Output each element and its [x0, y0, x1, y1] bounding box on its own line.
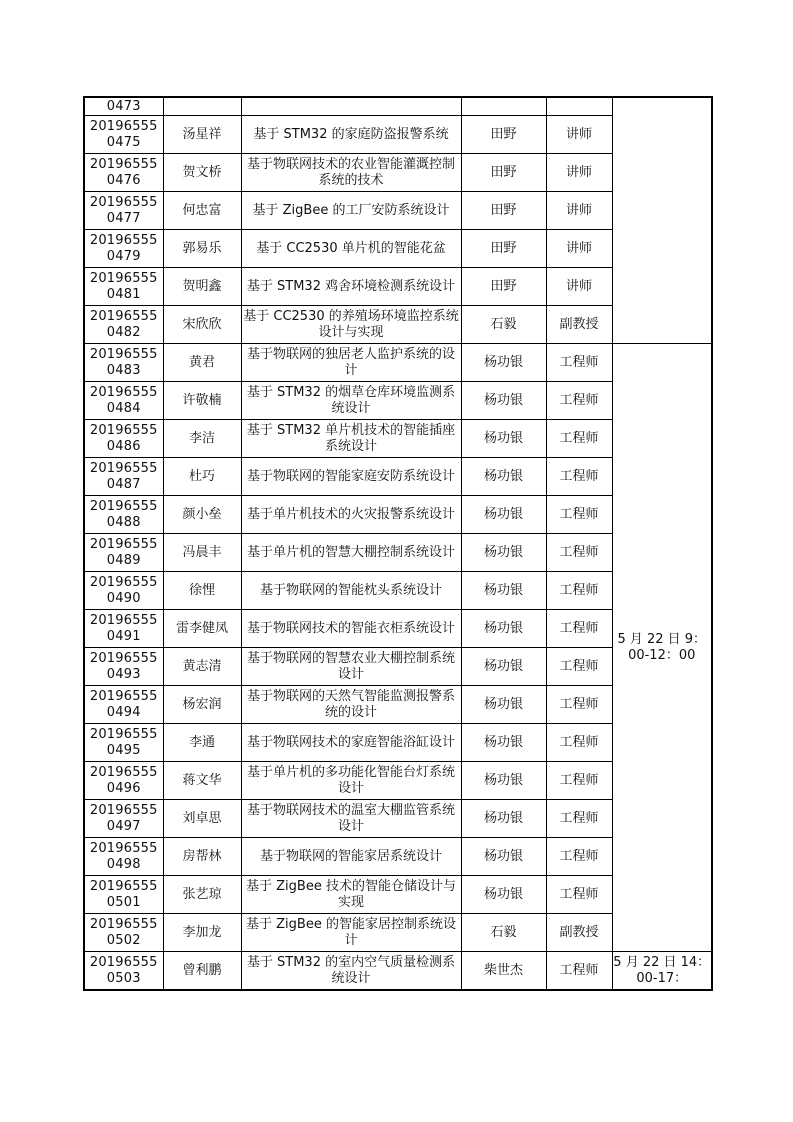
thesis-topic-cell: 基于物联网的天然气智能监测报警系统的设计: [241, 686, 461, 724]
advisor-cell: 田野: [461, 154, 546, 192]
advisor-cell: 杨功银: [461, 610, 546, 648]
defense-time-cell: 5 月 22 日 14：00-17：: [612, 952, 712, 991]
student-name-cell: 杨宏润: [163, 686, 241, 724]
student-id-cell: 20196555 0482: [84, 306, 163, 344]
student-name-cell: 刘卓思: [163, 800, 241, 838]
student-id-cell: 20196555 0488: [84, 496, 163, 534]
defense-schedule-table: [83, 96, 713, 991]
advisor-title-cell: 讲师: [546, 230, 612, 268]
advisor-title-cell: 工程师: [546, 686, 612, 724]
thesis-topic-cell: 基于 CC2530 单片机的智能花盆: [241, 230, 461, 268]
advisor-cell: 柴世杰: [461, 952, 546, 991]
student-name-cell: 郭易乐: [163, 230, 241, 268]
student-name-cell: 宋欣欣: [163, 306, 241, 344]
student-id-cell: 20196555 0495: [84, 724, 163, 762]
student-id-cell: 20196555 0497: [84, 800, 163, 838]
advisor-title-cell: 工程师: [546, 382, 612, 420]
table-row: [84, 344, 712, 382]
student-name-cell: 杜巧: [163, 458, 241, 496]
thesis-topic-cell: 基于 STM32 的烟草仓库环境监测系统设计: [241, 382, 461, 420]
advisor-cell: [461, 97, 546, 116]
student-id-cell: 20196555 0493: [84, 648, 163, 686]
table-body: [84, 97, 712, 990]
advisor-cell: 田野: [461, 192, 546, 230]
student-id-cell: 20196555 0483: [84, 344, 163, 382]
student-id-cell: 20196555 0490: [84, 572, 163, 610]
student-id-cell: 20196555 0477: [84, 192, 163, 230]
advisor-cell: 杨功银: [461, 572, 546, 610]
advisor-title-cell: 讲师: [546, 192, 612, 230]
student-name-cell: 贺文桥: [163, 154, 241, 192]
thesis-topic-cell: 基于 STM32 的室内空气质量检测系统设计: [241, 952, 461, 991]
table-row: [84, 97, 712, 116]
thesis-topic-cell: 基于物联网技术的温室大棚监管系统设计: [241, 800, 461, 838]
thesis-topic-cell: 基于 CC2530 的养殖场环境监控系统设计与实现: [241, 306, 461, 344]
thesis-topic-cell: [241, 97, 461, 116]
thesis-topic-cell: 基于物联网的智慧农业大棚控制系统设计: [241, 648, 461, 686]
advisor-title-cell: 工程师: [546, 610, 612, 648]
student-id-cell: 20196555 0498: [84, 838, 163, 876]
advisor-title-cell: 工程师: [546, 762, 612, 800]
advisor-cell: 杨功银: [461, 724, 546, 762]
advisor-title-cell: 工程师: [546, 572, 612, 610]
thesis-topic-cell: 基于 STM32 鸡舍环境检测系统设计: [241, 268, 461, 306]
table-row: [84, 952, 712, 991]
student-name-cell: [163, 97, 241, 116]
student-name-cell: 汤星祥: [163, 116, 241, 154]
advisor-cell: 田野: [461, 268, 546, 306]
thesis-topic-cell: 基于 STM32 的家庭防盗报警系统: [241, 116, 461, 154]
student-name-cell: 贺明鑫: [163, 268, 241, 306]
thesis-topic-cell: 基于物联网的智能枕头系统设计: [241, 572, 461, 610]
student-id-cell: 20196555 0503: [84, 952, 163, 991]
advisor-cell: 杨功银: [461, 838, 546, 876]
advisor-title-cell: 副教授: [546, 306, 612, 344]
advisor-cell: 杨功银: [461, 534, 546, 572]
student-id-cell: 20196555 0481: [84, 268, 163, 306]
thesis-topic-cell: 基于物联网的智能家庭安防系统设计: [241, 458, 461, 496]
advisor-cell: 杨功银: [461, 420, 546, 458]
student-name-cell: 黄志清: [163, 648, 241, 686]
thesis-topic-cell: 基于物联网的独居老人监护系统的设计: [241, 344, 461, 382]
advisor-cell: 杨功银: [461, 648, 546, 686]
advisor-cell: 杨功银: [461, 344, 546, 382]
advisor-cell: 田野: [461, 230, 546, 268]
advisor-cell: 杨功银: [461, 458, 546, 496]
thesis-topic-cell: 基于单片机的多功能化智能台灯系统设计: [241, 762, 461, 800]
thesis-topic-cell: 基于 STM32 单片机技术的智能插座系统设计: [241, 420, 461, 458]
advisor-title-cell: 工程师: [546, 648, 612, 686]
advisor-cell: 石毅: [461, 914, 546, 952]
thesis-topic-cell: 基于物联网技术的智能衣柜系统设计: [241, 610, 461, 648]
advisor-title-cell: 工程师: [546, 344, 612, 382]
student-name-cell: 李洁: [163, 420, 241, 458]
thesis-topic-cell: 基于 ZigBee 的工厂安防系统设计: [241, 192, 461, 230]
student-id-cell: 20196555 0502: [84, 914, 163, 952]
student-id-cell: 20196555 0476: [84, 154, 163, 192]
student-name-cell: 曾利鹏: [163, 952, 241, 991]
student-name-cell: 许敬楠: [163, 382, 241, 420]
student-name-cell: 张艺琼: [163, 876, 241, 914]
student-id-cell: 20196555 0484: [84, 382, 163, 420]
advisor-title-cell: 工程师: [546, 458, 612, 496]
advisor-title-cell: 工程师: [546, 496, 612, 534]
advisor-title-cell: 工程师: [546, 838, 612, 876]
student-id-cell: 20196555 0475: [84, 116, 163, 154]
student-name-cell: 雷李健凤: [163, 610, 241, 648]
student-name-cell: 李加龙: [163, 914, 241, 952]
advisor-title-cell: 工程师: [546, 800, 612, 838]
thesis-topic-cell: 基于 ZigBee 技术的智能仓储设计与实现: [241, 876, 461, 914]
thesis-topic-cell: 基于单片机技术的火灾报警系统设计: [241, 496, 461, 534]
student-id-cell: 20196555 0486: [84, 420, 163, 458]
advisor-title-cell: 副教授: [546, 914, 612, 952]
student-id-cell: 20196555 0479: [84, 230, 163, 268]
defense-time-cell: [612, 97, 712, 344]
thesis-topic-cell: 基于物联网技术的农业智能灌溉控制系统的技术: [241, 154, 461, 192]
advisor-title-cell: 工程师: [546, 420, 612, 458]
student-name-cell: 颜小垒: [163, 496, 241, 534]
student-name-cell: 何忠富: [163, 192, 241, 230]
advisor-title-cell: 工程师: [546, 534, 612, 572]
thesis-topic-cell: 基于单片机的智慧大棚控制系统设计: [241, 534, 461, 572]
advisor-title-cell: 讲师: [546, 268, 612, 306]
student-id-cell: 20196555 0489: [84, 534, 163, 572]
thesis-topic-cell: 基于物联网的智能家居系统设计: [241, 838, 461, 876]
advisor-cell: 杨功银: [461, 686, 546, 724]
advisor-title-cell: 讲师: [546, 116, 612, 154]
advisor-cell: 杨功银: [461, 762, 546, 800]
student-name-cell: 蒋文华: [163, 762, 241, 800]
advisor-title-cell: 讲师: [546, 154, 612, 192]
student-name-cell: 冯晨丰: [163, 534, 241, 572]
thesis-topic-cell: 基于物联网技术的家庭智能浴缸设计: [241, 724, 461, 762]
student-name-cell: 房帮林: [163, 838, 241, 876]
advisor-title-cell: 工程师: [546, 876, 612, 914]
student-id-cell: 20196555 0501: [84, 876, 163, 914]
student-name-cell: 徐悝: [163, 572, 241, 610]
thesis-topic-cell: 基于 ZigBee 的智能家居控制系统设计: [241, 914, 461, 952]
advisor-cell: 石毅: [461, 306, 546, 344]
advisor-cell: 杨功银: [461, 496, 546, 534]
student-id-cell: 20196555 0487: [84, 458, 163, 496]
advisor-title-cell: 工程师: [546, 952, 612, 991]
student-id-cell: 20196555 0491: [84, 610, 163, 648]
advisor-cell: 杨功银: [461, 382, 546, 420]
advisor-cell: 田野: [461, 116, 546, 154]
defense-time-cell: 5 月 22 日 9：00-12：00: [612, 344, 712, 952]
student-id-cell: 20196555 0496: [84, 762, 163, 800]
student-id-cell: 0473: [84, 97, 163, 116]
advisor-title-cell: [546, 97, 612, 116]
student-name-cell: 黄君: [163, 344, 241, 382]
student-id-cell: 20196555 0494: [84, 686, 163, 724]
advisor-title-cell: 工程师: [546, 724, 612, 762]
advisor-cell: 杨功银: [461, 800, 546, 838]
advisor-cell: 杨功银: [461, 876, 546, 914]
student-name-cell: 李通: [163, 724, 241, 762]
